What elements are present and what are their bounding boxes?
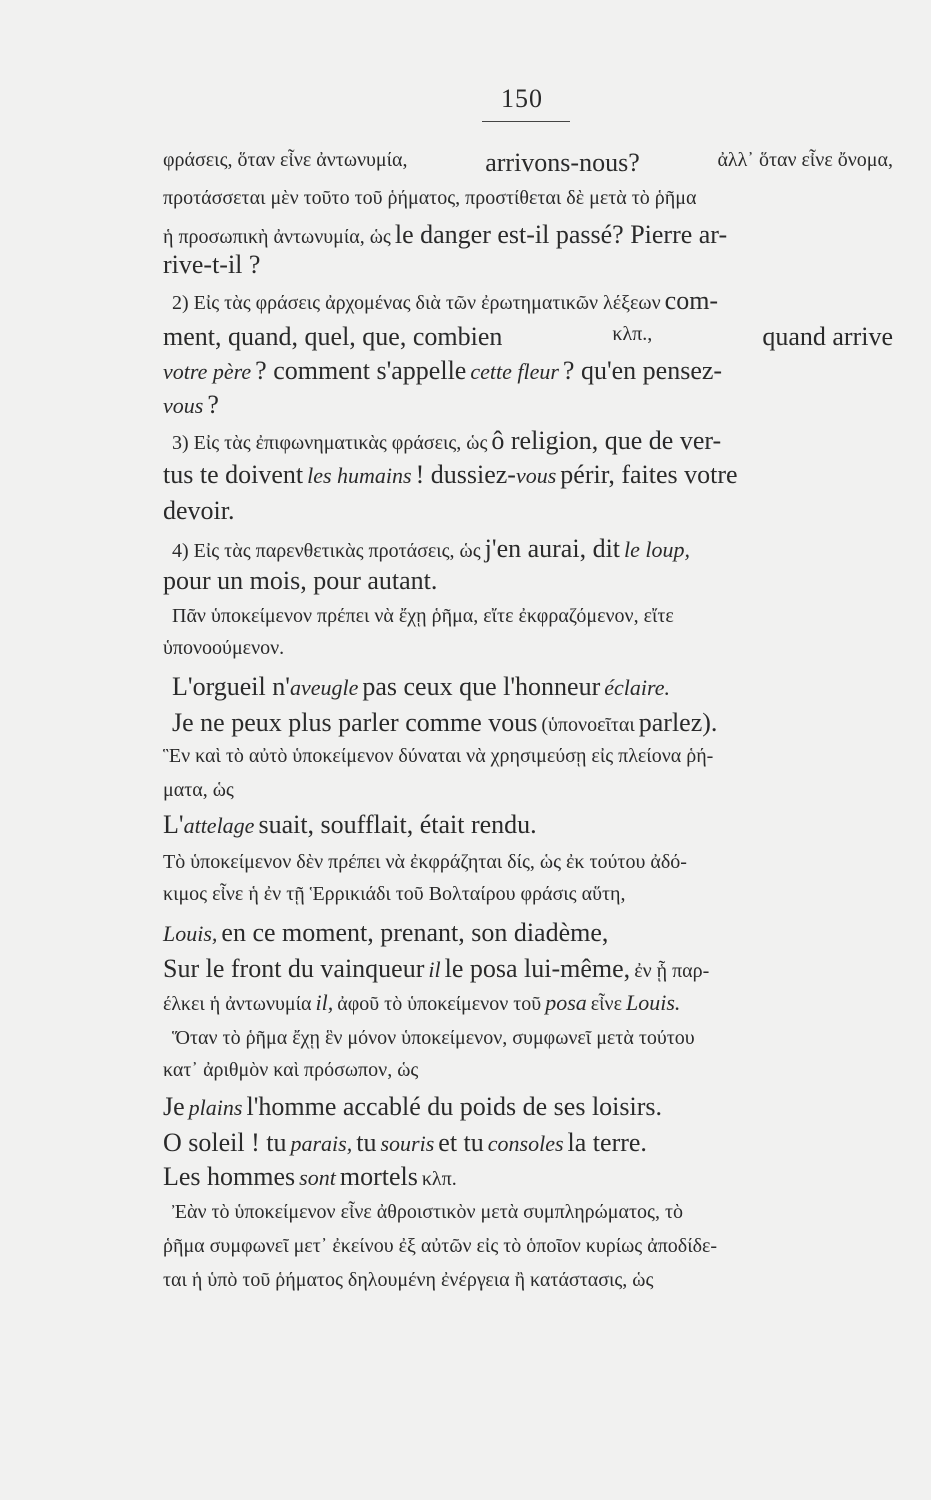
text-line-3 xyxy=(163,222,727,248)
text-line-9 xyxy=(172,428,721,454)
line-6-french: ment, quand, quel, que, combien xyxy=(163,322,503,351)
text-line-15: ὑπονοούμενον. xyxy=(163,637,285,659)
text-line-10 xyxy=(163,462,738,488)
line-16-italic-2: éclaire. xyxy=(604,675,670,700)
line-1-greek-2: ἀλλ᾽ ὅταν εἶνε ὄνομα, xyxy=(717,149,893,171)
line-29-italic-2: souris xyxy=(380,1131,435,1156)
line-6-greek: κλπ., xyxy=(612,323,653,345)
line-25-italic-3: Louis. xyxy=(626,990,681,1015)
line-29-french: O soleil ! tu xyxy=(163,1128,287,1157)
text-line-22: κιμος εἶνε ἡ ἐν τῇ Ἑρρικιάδι τοῦ Βολταίρου φράσις αὕτη, xyxy=(163,883,626,905)
line-12-french: j'en aurai, dit xyxy=(484,534,621,563)
text-line-21: Τὸ ὑποκείμενον δὲν πρέπει νὰ ἐκφράζηται δίς, ὡς ἐκ τούτου ἀδό- xyxy=(163,851,687,873)
line-29-italic-3: consoles xyxy=(487,1131,564,1156)
line-20-italic: attelage xyxy=(183,813,255,838)
line-24-french: Sur le front du vainqueur xyxy=(163,954,425,983)
line-25-greek: έλκει ἡ ἀντωνυμία xyxy=(163,993,312,1015)
line-3-greek: ἡ προσωπικὴ ἀντωνυμία, ὡς xyxy=(163,226,391,248)
text-line-17 xyxy=(172,710,717,736)
line-24-greek: ἐν ᾗ παρ- xyxy=(634,960,710,982)
line-6-french-2: quand arrive xyxy=(762,322,893,351)
line-10-italic-2: vous xyxy=(515,463,557,488)
line-29-french-4: la terre. xyxy=(567,1128,647,1157)
line-30-italic: sont xyxy=(299,1165,336,1190)
page-number-rule xyxy=(482,121,570,122)
line-24-italic: il xyxy=(428,957,441,982)
line-16-french-2: pas ceux que l'honneur xyxy=(362,672,601,701)
line-8-italic: vous xyxy=(163,393,204,418)
line-30-greek: κλπ. xyxy=(421,1168,457,1190)
line-10-italic: les humains xyxy=(307,463,412,488)
line-3-french: le danger est-il passé? Pierre ar- xyxy=(394,220,728,249)
line-25-italic-2: posa xyxy=(545,990,587,1015)
line-7-italic: votre père xyxy=(163,359,252,384)
line-9-greek: 3) Εἰς τὰς ἐπιφωνηματικὰς φράσεις, ὡς xyxy=(172,432,488,454)
line-28-italic: plains xyxy=(188,1095,243,1120)
text-line-18: Ἓν καὶ τὸ αὐτὸ ὑποκείμενον δύναται νὰ χρησιμεύσῃ εἰς πλείονα ῥή- xyxy=(163,745,714,767)
line-7-french: ? comment s'appelle xyxy=(255,356,467,385)
line-17-french: Je ne peux plus parler comme vous xyxy=(172,708,538,737)
line-23-italic: Louis, xyxy=(163,921,218,946)
line-16-french: L'orgueil n' xyxy=(172,672,290,701)
text-line-29 xyxy=(163,1130,647,1156)
text-line-23 xyxy=(163,920,608,946)
line-17-french-2: parlez). xyxy=(638,708,718,737)
text-line-1 xyxy=(163,150,893,176)
text-line-6 xyxy=(163,324,893,350)
line-28-french-2: l'homme accablé du poids de ses loisirs. xyxy=(246,1092,663,1121)
line-24-french-2: le posa lui-même, xyxy=(444,954,631,983)
text-line-16 xyxy=(172,674,670,700)
text-line-26: Ὅταν τὸ ῥῆμα ἔχῃ ἓν μόνον ὑποκείμενον, συμφωνεῖ μετὰ τούτου xyxy=(172,1027,695,1049)
line-7-italic-2: cette fleur xyxy=(470,359,559,384)
line-20-french-2: suait, soufflait, était rendu. xyxy=(258,810,537,839)
line-5-greek: 2) Εἰς τὰς φράσεις ἀρχομένας διὰ τῶν ἐρωτηματικῶν λέξεων xyxy=(172,292,661,314)
line-16-italic: aveugle xyxy=(289,675,359,700)
text-line-14: Πᾶν ὑποκείμενον πρέπει νὰ ἔχῃ ῥῆμα, εἴτε ἐκφραζόμενον, εἴτε xyxy=(172,605,674,627)
text-line-20 xyxy=(163,812,537,838)
line-12-greek: 4) Εἰς τὰς παρενθετικὰς προτάσεις, ὡς xyxy=(172,540,481,562)
text-line-27: κατ᾽ ἀριθμὸν καὶ πρόσωπον, ὡς xyxy=(163,1059,419,1081)
text-line-8 xyxy=(163,392,219,418)
line-1-french: arrivons-nous? xyxy=(485,148,640,177)
text-line-32: ῥῆμα συμφωνεῖ μετ᾽ ἐκείνου ἐξ αὐτῶν εἰς τὸ ὁποῖον κυρίως ἀποδίδε- xyxy=(163,1235,718,1257)
text-line-4: rive-t-il ? xyxy=(163,250,261,279)
text-line-28 xyxy=(163,1094,662,1120)
text-line-2: προτάσσεται μὲν τοῦτο τοῦ ῥήματος, προστίθεται δὲ μετὰ τὸ ῥῆμα xyxy=(163,187,697,209)
text-line-7 xyxy=(163,358,722,384)
line-8-french: ? xyxy=(207,390,219,419)
line-25-greek-2: ἀφοῦ τὸ ὑποκείμενον τοῦ xyxy=(337,993,542,1015)
line-10-french-2: ! dussiez- xyxy=(415,460,516,489)
line-17-greek: (ὑπονοεῖται xyxy=(541,714,635,736)
line-28-french: Je xyxy=(163,1092,185,1121)
line-23-french: en ce moment, prenant, son diadème, xyxy=(221,918,609,947)
line-29-french-2: tu xyxy=(356,1128,377,1157)
line-30-french: Les hommes xyxy=(163,1162,296,1191)
text-line-25 xyxy=(163,992,680,1014)
line-25-greek-3: εἶνε xyxy=(590,993,622,1015)
line-29-italic: parais, xyxy=(290,1131,353,1156)
line-25-italic: il, xyxy=(315,990,334,1015)
line-5-french: com- xyxy=(664,286,719,315)
text-line-19: ματα, ὡς xyxy=(163,779,234,801)
line-7-french-2: ? qu'en pensez- xyxy=(562,356,723,385)
line-20-french: L' xyxy=(163,810,184,839)
page-number: 150 xyxy=(501,84,543,113)
line-1-greek: φράσεις, ὅταν εἶνε ἀντωνυμία, xyxy=(163,149,408,171)
text-line-31: Ἐὰν τὸ ὑποκείμενον εἶνε ἀθροιστικὸν μετὰ συμπληρώματος, τὸ xyxy=(172,1201,684,1223)
line-30-french-2: mortels xyxy=(339,1162,418,1191)
text-line-30 xyxy=(163,1164,457,1190)
text-line-5 xyxy=(172,288,718,314)
text-line-12 xyxy=(172,536,690,562)
line-10-french-3: périr, faites votre xyxy=(560,460,738,489)
text-line-13: pour un mois, pour autant. xyxy=(163,566,438,595)
line-29-french-3: et tu xyxy=(438,1128,484,1157)
text-line-11: devoir. xyxy=(163,496,235,525)
line-9-french: ô religion, que de ver- xyxy=(491,426,722,455)
line-10-french: tus te doivent xyxy=(163,460,304,489)
text-line-24 xyxy=(163,956,709,982)
line-12-italic: le loup, xyxy=(624,537,691,562)
text-line-33: ται ἡ ὑπὸ τοῦ ῥήματος δηλουμένη ἐνέργεια ἢ κατάστασις, ὡς xyxy=(163,1269,654,1291)
